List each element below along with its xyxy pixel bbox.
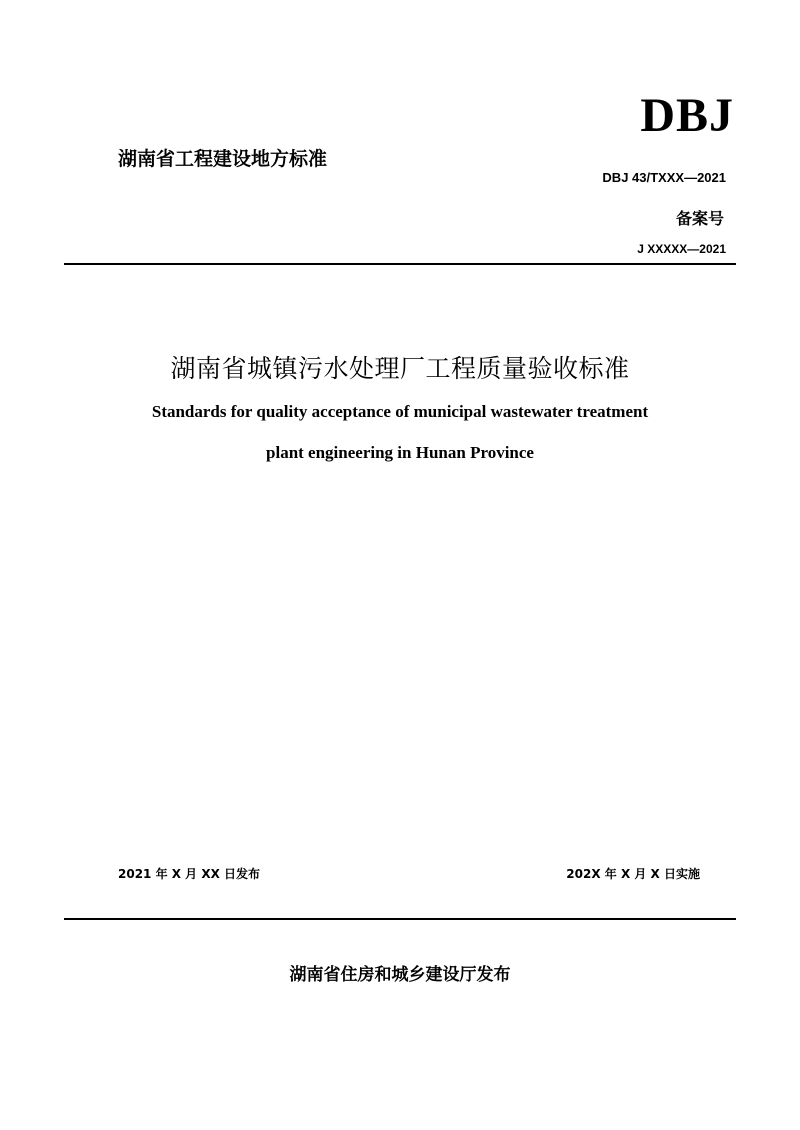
- record-number: J XXXXX—2021: [637, 242, 726, 256]
- publisher: 湖南省住房和城乡建设厅发布: [289, 965, 511, 985]
- document-title-chinese: 湖南省城镇污水处理厂工程质量验收标准: [170, 354, 630, 383]
- dbj-logo: DBJ: [640, 89, 734, 142]
- implementation-date: 202X 年 X 月 X 日实施: [566, 867, 700, 881]
- standard-series-label: 湖南省工程建设地方标准: [118, 148, 328, 170]
- issue-date: 2021 年 X 月 XX 日发布: [118, 867, 261, 881]
- top-divider: [64, 263, 736, 265]
- record-label: 备案号: [675, 209, 724, 228]
- bottom-divider: [64, 918, 736, 920]
- document-title-english-line-2: plant engineering in Hunan Province: [266, 443, 534, 462]
- standard-number: DBJ 43/TXXX—2021: [602, 170, 726, 185]
- document-title-english-line-1: Standards for quality acceptance of municipal wastewater treatment: [151, 402, 649, 421]
